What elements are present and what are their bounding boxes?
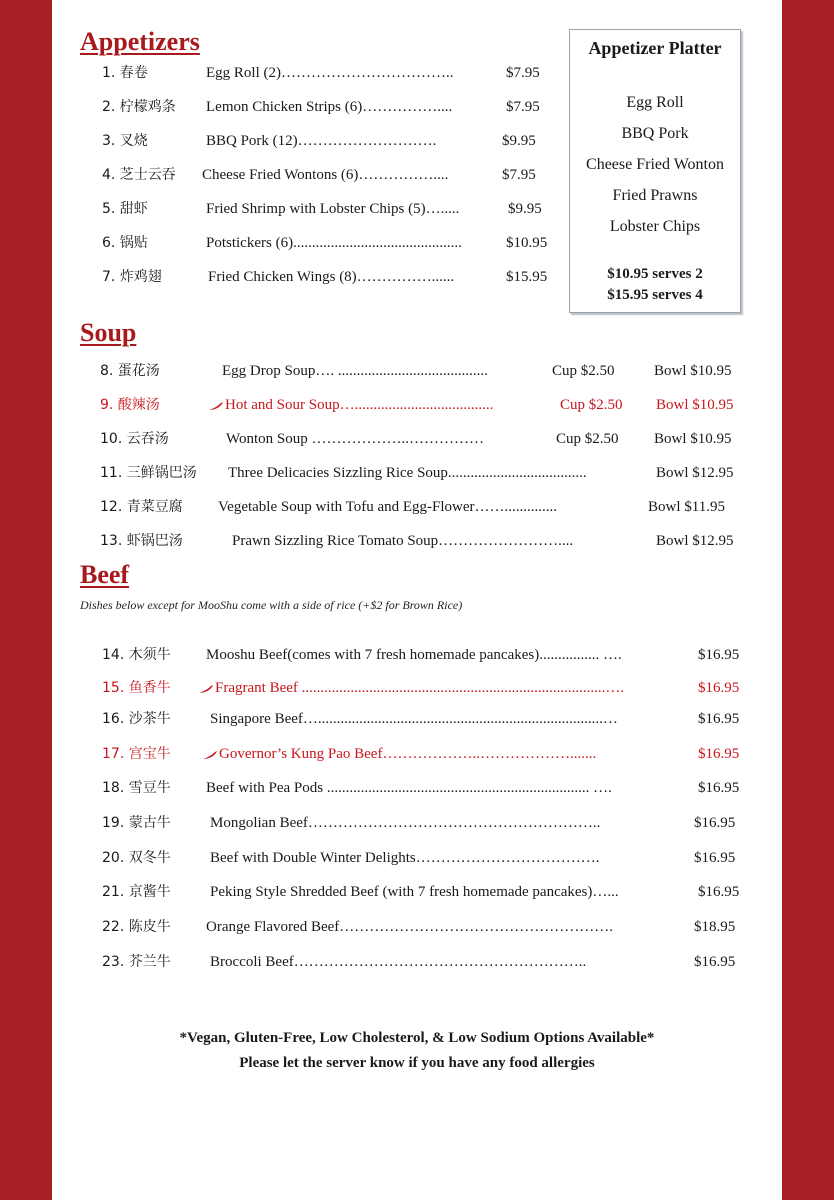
item-bowl-price: Bowl $12.95 (656, 465, 734, 481)
item-name: Egg Drop Soup…. ........................................ (222, 363, 488, 379)
item-bowl-price: Bowl $10.95 (654, 431, 732, 447)
platter-item: BBQ Pork (621, 125, 689, 142)
item-cup-price: Cup $2.50 (560, 397, 623, 413)
beef-rice-note: Dishes below except for MooShu come with a side of rice (+$2 for Brown Rice) (80, 598, 463, 612)
item-price: $16.95 (694, 815, 736, 831)
item-name-wrap (202, 745, 596, 763)
item-chinese-name: 2. 柠檬鸡条 (102, 99, 176, 115)
platter-item: Cheese Fried Wonton (586, 156, 724, 173)
item-name: Wonton Soup ………………..…………… (226, 431, 484, 447)
item-chinese-name: 16. 沙茶牛 (102, 711, 171, 727)
item-price: $9.95 (508, 201, 542, 217)
item-chinese-name: 10. 云吞汤 (100, 431, 169, 447)
item-chinese-name: 13. 虾锅巴汤 (100, 533, 183, 549)
platter-price-small: $10.95 serves 2 (607, 266, 703, 282)
item-chinese-name: 4. 芝士云吞 (102, 167, 176, 183)
platter-item: Fried Prawns (612, 187, 698, 204)
item-name: Lemon Chicken Strips (6)…………….... (206, 99, 453, 115)
item-chinese-name: 12. 青菜豆腐 (100, 499, 183, 515)
platter-price-large: $15.95 serves 4 (607, 287, 703, 303)
item-chinese-name: 23. 芥兰牛 (102, 954, 171, 970)
item-bowl-price: Bowl $10.95 (654, 363, 732, 379)
item-name: Mongolian Beef………………………………………………….. (210, 815, 601, 831)
item-name: Prawn Sizzling Rice Tomato Soup…………………….... (232, 533, 574, 549)
item-name: Beef with Pea Pods ...................................................................... …. (206, 780, 612, 796)
item-price: $9.95 (502, 133, 536, 149)
appetizers-heading: Appetizers (80, 27, 200, 56)
item-price: $15.95 (506, 269, 548, 285)
item-price: $7.95 (506, 65, 540, 81)
item-name: Mooshu Beef(comes with 7 fresh homemade pancakes)................ …. (206, 647, 622, 663)
appetizer-platter-box (569, 29, 741, 313)
item-chinese-name: 3. 叉烧 (102, 133, 148, 149)
item-price: $7.95 (506, 99, 540, 115)
item-cup-price: Cup $2.50 (552, 363, 615, 379)
menu-page (52, 0, 782, 1200)
item-price: $16.95 (698, 680, 740, 696)
item-name: Governor’s Kung Pao Beef………………..………………....... (219, 746, 597, 762)
item-price: $16.95 (698, 711, 740, 727)
item-name: Fried Shrimp with Lobster Chips (5)…..... (206, 201, 460, 217)
item-price: $16.95 (698, 647, 740, 663)
item-price: $16.95 (694, 850, 736, 866)
item-name: Fried Chicken Wings (8)……………...... (208, 269, 455, 285)
item-chinese-name: 19. 蒙古牛 (102, 815, 171, 831)
item-chinese-name: 6. 锅贴 (102, 235, 148, 251)
allergy-note: Please let the server know if you have any food allergies (239, 1055, 595, 1071)
platter-item: Lobster Chips (609, 218, 701, 235)
soup-heading: Soup (80, 318, 137, 347)
item-name-wrap (198, 679, 624, 697)
item-chinese-name: 22. 陈皮牛 (102, 919, 171, 935)
item-chinese-name: 15. 鱼香牛 (102, 680, 171, 696)
platter-item: Egg Roll (626, 94, 684, 111)
item-chinese-name: 5. 甜虾 (102, 201, 148, 217)
item-name: Three Delicacies Sizzling Rice Soup..................................... (228, 465, 587, 481)
item-chinese-name: 11. 三鲜锅巴汤 (100, 465, 197, 481)
platter-prices (570, 264, 740, 306)
item-bowl-price: Bowl $11.95 (648, 499, 725, 515)
beef-heading: Beef (80, 560, 130, 589)
platter-title: Appetizer Platter (588, 38, 722, 58)
item-name: Potstickers (6)............................................. (206, 235, 462, 251)
item-price: $16.95 (698, 780, 740, 796)
item-name: BBQ Pork (12)………………………. (206, 133, 437, 149)
item-chinese-name: 14. 木须牛 (102, 647, 171, 663)
item-chinese-name: 8. 蛋花汤 (100, 363, 160, 379)
item-chinese-name: 21. 京酱牛 (102, 884, 171, 900)
chili-pepper-icon (208, 401, 224, 411)
item-name: Fragrant Beef .................................................................................…. (215, 680, 625, 696)
item-chinese-name: 1. 春卷 (102, 65, 148, 81)
platter-item-list (570, 87, 740, 242)
item-name: Vegetable Soup with Tofu and Egg-Flower…….............. (218, 499, 558, 515)
item-price: $16.95 (698, 884, 740, 900)
item-bowl-price: Bowl $10.95 (656, 397, 734, 413)
item-chinese-name: 17. 宫宝牛 (102, 746, 171, 762)
item-price: $18.95 (694, 919, 736, 935)
chili-pepper-icon (198, 684, 214, 694)
item-name: Egg Roll (2)…………………………….. (206, 65, 454, 81)
item-chinese-name: 18. 雪豆牛 (102, 780, 171, 796)
item-price: $16.95 (694, 954, 736, 970)
item-name: Hot and Sour Soup…..................................... (225, 397, 494, 413)
dietary-options-note: *Vegan, Gluten-Free, Low Cholesterol, & Low Sodium Options Available* (179, 1030, 655, 1046)
item-bowl-price: Bowl $12.95 (656, 533, 734, 549)
item-cup-price: Cup $2.50 (556, 431, 619, 447)
item-name: Orange Flavored Beef………………………………………………. (206, 919, 614, 935)
item-name: Singapore Beef…............................................................................… (210, 711, 618, 727)
item-name: Cheese Fried Wontons (6)…………….... (202, 167, 449, 183)
item-chinese-name: 7. 炸鸡翅 (102, 269, 162, 285)
item-name-wrap (208, 396, 493, 414)
item-chinese-name: 9. 酸辣汤 (100, 397, 160, 413)
item-price: $7.95 (502, 167, 536, 183)
item-price: $10.95 (506, 235, 548, 251)
item-price: $16.95 (698, 746, 740, 762)
chili-pepper-icon (202, 750, 218, 760)
item-chinese-name: 20. 双冬牛 (102, 850, 171, 866)
item-name: Broccoli Beef………………………………………………….. (210, 954, 587, 970)
item-name: Beef with Double Winter Delights………………………………. (210, 850, 600, 866)
item-name: Peking Style Shredded Beef (with 7 fresh homemade pancakes)…... (210, 884, 619, 900)
